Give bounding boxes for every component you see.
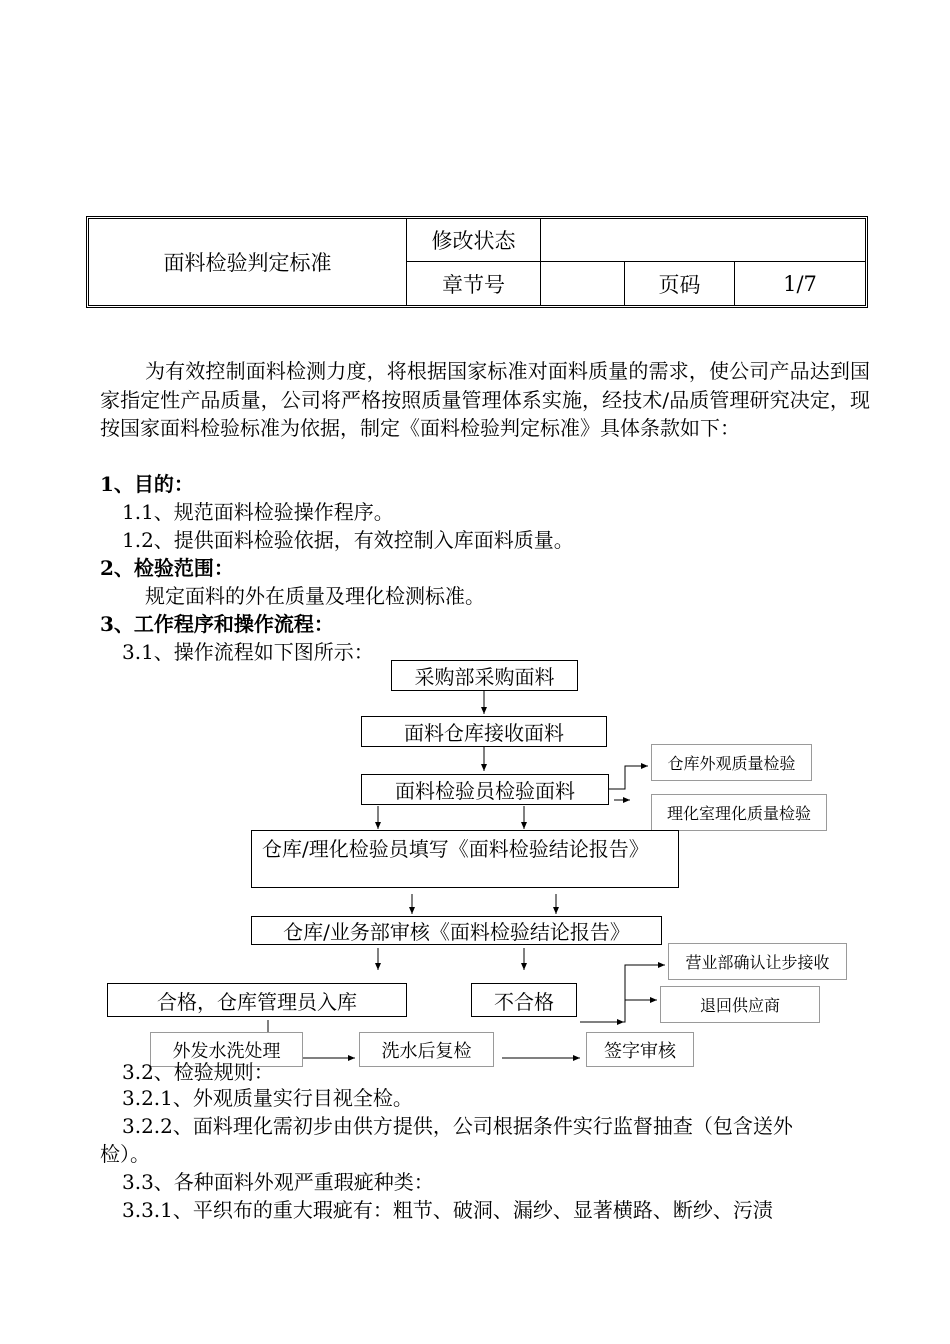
flow-return-supplier: 退回供应商 xyxy=(660,986,820,1023)
item-1-1: 1.1、规范面料检验操作程序。 xyxy=(122,500,394,524)
page-label: 页码 xyxy=(625,262,735,305)
item-3-3-1: 3.3.1、平织布的重大瑕疵有：粗节、破洞、漏纱、显著横路、断纱、污渍 xyxy=(122,1198,773,1222)
flow-pass: 合格，仓库管理员入库 xyxy=(107,983,407,1017)
flow-visual-check: 仓库外观质量检验 xyxy=(651,744,812,781)
flow-lab-check: 理化室理化质量检验 xyxy=(651,794,827,831)
intro-paragraph: 为有效控制面料检测力度，将根据国家标准对面料质量的需求，使公司产品达到国家指定性产品质量，公司将严格按照质量管理体系实施，经技术/品质管理研究决定，现按国家面料检验标准为依据，制定《面料检验判定标准》具体条款如下： xyxy=(100,359,870,440)
flow-recheck: 洗水后复检 xyxy=(359,1032,494,1067)
section-1-heading: 1、目的： xyxy=(100,472,194,496)
page-number: 1/7 xyxy=(783,271,817,296)
flow-inspect: 面料检验员检验面料 xyxy=(361,774,609,805)
section-3-heading: 3、工作程序和操作流程： xyxy=(100,612,334,636)
flow-sign: 签字审核 xyxy=(586,1032,694,1067)
item-3-2-2: 3.2.2、面料理化需初步由供方提供，公司根据条件实行监督抽查（包含送外 xyxy=(122,1114,793,1138)
item-3-2-1: 3.2.1、外观质量实行目视全检。 xyxy=(122,1086,413,1110)
flow-sales-confirm: 营业部确认让步接收 xyxy=(668,943,847,980)
flow-outsource-wash: 外发水洗处理 xyxy=(150,1032,303,1067)
section-2-text: 规定面料的外在质量及理化检测标准。 xyxy=(145,584,485,608)
item-3-2-2-cont: 检）。 xyxy=(100,1142,150,1166)
item-3-2: 3.2、检验规则： xyxy=(122,1060,274,1084)
section-2-heading: 2、检验范围： xyxy=(100,556,234,580)
flow-purchase: 采购部采购面料 xyxy=(391,660,578,691)
flow-fail: 不合格 xyxy=(471,983,577,1017)
item-3-3: 3.3、各种面料外观严重瑕疵种类： xyxy=(122,1170,434,1194)
section-label: 章节号 xyxy=(407,262,541,305)
item-1-2: 1.2、提供面料检验依据，有效控制入库面料质量。 xyxy=(122,528,574,552)
flow-fill-report: 仓库/理化检验员填写《面料检验结论报告》 xyxy=(251,830,679,888)
revision-label: 修改状态 xyxy=(407,219,541,262)
flow-review-report: 仓库/业务部审核《面料检验结论报告》 xyxy=(251,916,662,945)
document-title: 面料检验判定标准 xyxy=(89,219,407,305)
item-3-1: 3.1、操作流程如下图所示： xyxy=(122,640,374,664)
flow-receive: 面料仓库接收面料 xyxy=(361,716,607,747)
